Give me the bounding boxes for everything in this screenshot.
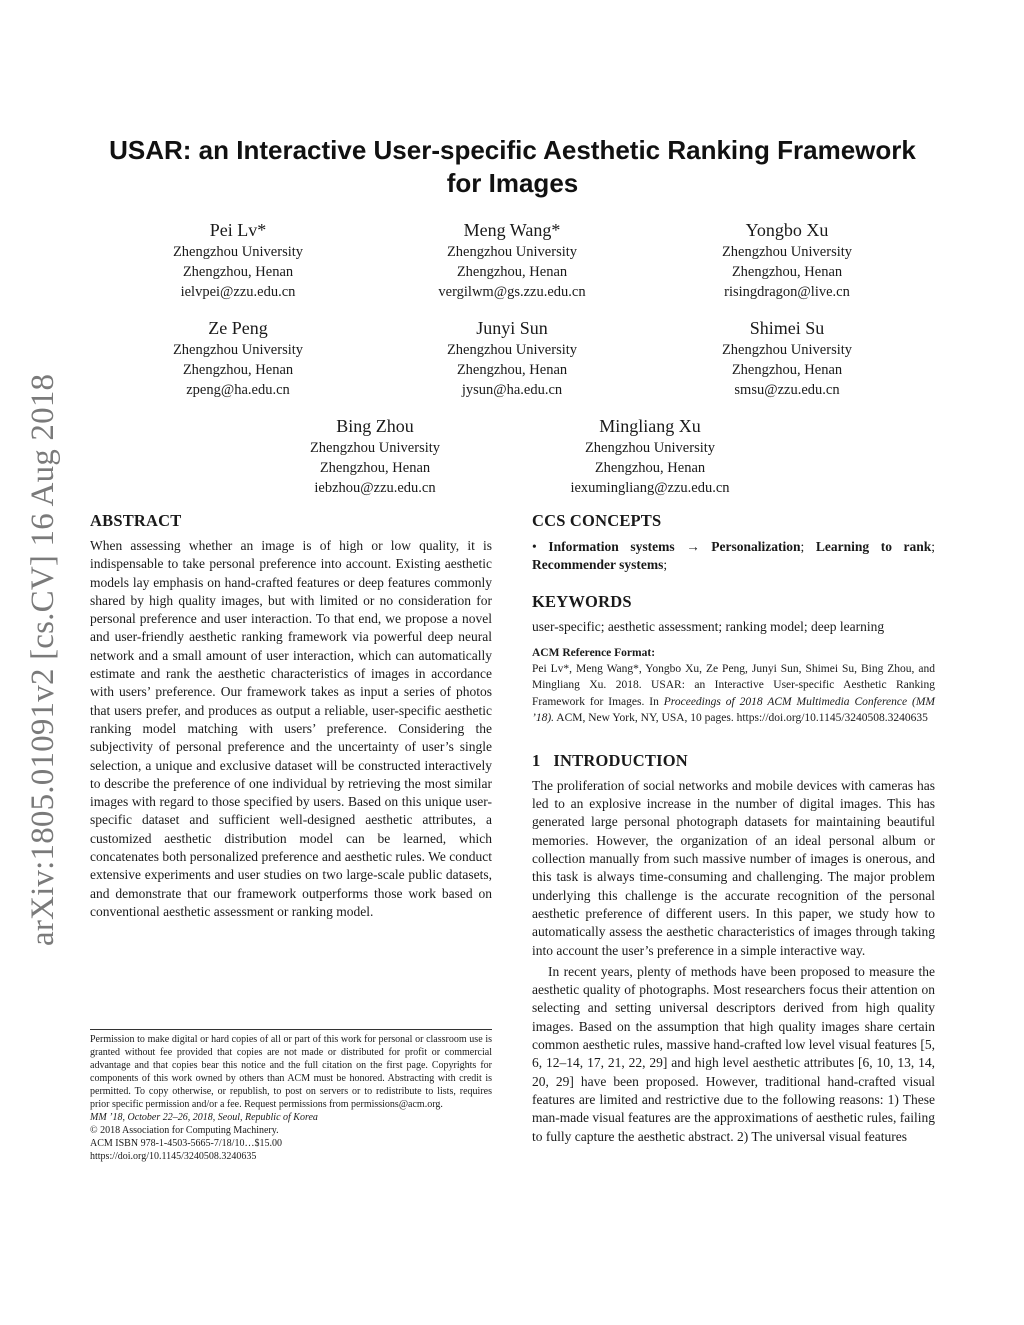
- arxiv-stamp: arXiv:1805.01091v2 [cs.CV] 16 Aug 2018: [25, 373, 61, 946]
- reference-text-end: ACM, New York, NY, USA, 10 pages. https://doi.org/10.1145/3240508.3240635: [554, 712, 928, 725]
- conference-info: MM ’18, October 22–26, 2018, Seoul, Republic of Korea: [90, 1112, 318, 1123]
- copyright-line: © 2018 Association for Computing Machinery.: [90, 1125, 279, 1136]
- keywords-heading: KEYWORDS: [532, 591, 632, 611]
- author-name: Meng Wang*: [463, 220, 561, 240]
- author-location: Zhengzhou, Henan: [731, 362, 843, 378]
- author-location: Zhengzhou, Henan: [731, 264, 843, 280]
- reference-text: [532, 661, 935, 727]
- author-affiliation: Zhengzhou University: [446, 342, 578, 358]
- author-email: zpeng@ha.edu.cn: [186, 382, 290, 398]
- author-name: Bing Zhou: [336, 416, 414, 436]
- ccs-separator: ;: [663, 557, 668, 573]
- left-column: [90, 510, 492, 921]
- author-name: Ze Peng: [208, 318, 268, 338]
- author-name: Shimei Su: [749, 318, 825, 338]
- reference-heading: ACM Reference Format:: [532, 646, 656, 659]
- ccs-separator: ;: [800, 539, 805, 554]
- author-block: [667, 219, 907, 302]
- intro-paragraph: In recent years, plenty of methods have been proposed to measure the aesthetic quality of photographs. Most researchers focus their attention on selecting and setting universal descriptors derived from high quality images. Based on the assumption that high quality images share certain common aesthetic rules, massive hand-crafted low level visual features [5, 6, 12–14, 17, 21, 22, 29] and high level aesthetic attributes [6, 10, 13, 14, 20, 29] have been proposed. However, traditional hand-crafted visual features are limited and restrictive due to the following reasons: 1) These man-made visual features are the approximations of aesthetic rules, failing to fully capture the aesthetic abstract. 2) The universal visual features: [532, 963, 935, 1144]
- isbn-line: ACM ISBN 978-1-4503-5665-7/18/10…$15.00: [90, 1138, 282, 1149]
- author-name: Mingliang Xu: [599, 416, 701, 436]
- doi-line: https://doi.org/10.1145/3240508.3240635: [90, 1151, 257, 1162]
- abstract-heading: ABSTRACT: [90, 511, 182, 530]
- author-affiliation: Zhengzhou University: [721, 244, 853, 260]
- author-location: Zhengzhou, Henan: [182, 362, 294, 378]
- author-email: smsu@zzu.edu.cn: [734, 382, 840, 398]
- author-affiliation: Zhengzhou University: [584, 440, 716, 456]
- arrow-icon: →: [686, 539, 700, 554]
- author-email: ielvpei@zzu.edu.cn: [180, 284, 296, 300]
- author-block: [118, 317, 358, 400]
- author-block: [392, 219, 632, 302]
- author-location: Zhengzhou, Henan: [456, 362, 568, 378]
- permission-notice: Permission to make digital or hard copies of all or part of this work for personal or classroom use is granted without fee provided that copies are not made or distributed for profit or commercial advantage and that copies bear this notice and the full citation on the first page. Copyrights for components of this work owned by others than ACM must be honored. Abstracting with credit is permitted. To copy otherwise, or republish, to post on servers or to redistribute to lists, requires prior specific permission and/or a fee. Request permissions from permissions@acm.org.: [90, 1034, 492, 1110]
- intro-paragraph: The proliferation of social networks and mobile devices with cameras has led to an explosive increase in the number of digital images. This has generated large personal photograph datasets for maintaining beautiful memories. However, the organization of an ideal personal album or collection manually from such massive number of images is onerous, and this task is always time-consuming and challenging. The major problem underlying this challenge is the accurate recognition of the personal aesthetic preference of different users. In this paper, we study how to automatically assess the aesthetic characteristics of images through taking into account the user’s preference in a simple interactive way.: [532, 777, 935, 958]
- author-name: Pei Lv*: [209, 220, 267, 240]
- reference-text-start: Pei Lv*, Meng Wang*, Yongbo Xu, Ze Peng, Junyi Sun, Shimei Su, Bing Zhou, and Mingliang Xu. 2018. USAR: an Interactive User-specific Aesthetic Ranking Framework for Images. In: [532, 662, 935, 708]
- ccs-term: Personalization: [711, 539, 801, 554]
- paper-title: USAR: an Interactive User-specific Aesthetic Ranking Framework for Images: [109, 135, 916, 198]
- author-name: Yongbo Xu: [745, 220, 829, 240]
- author-email: jysun@ha.edu.cn: [461, 382, 563, 398]
- reference-venue: Proceedings of 2018 ACM Multimedia Conference (MM ’18).: [532, 695, 935, 725]
- author-email: vergilwm@gs.zzu.edu.cn: [438, 284, 586, 300]
- author-location: Zhengzhou, Henan: [456, 264, 568, 280]
- ccs-term: Recommender systems: [532, 557, 664, 573]
- author-block: [530, 415, 770, 498]
- abstract-text: When assessing whether an image is of high or low quality, it is indispensable to take personal preference into account. Existing aesthetic models lay emphasis on hand-crafted features or deep features commonly shared by high quality images, but with limited or no consideration for personal preference and user interaction. To that end, we propose a novel and user-friendly aesthetic ranking framework via powerful deep neural network and a small amount of user interaction, which can automatically estimate and rank the aesthetic characteristics of images in accordance with users’ preference. Our framework takes as input a series of photos that users prefer, and produces as output a reliable, user-specific aesthetic ranking model matching with users’ preference. Considering the subjectivity of personal preference and the uncertainty of user’s single selection, a unique and exclusive dataset will be constructed interactively to describe the preference of one individual by retrieving the most similar images with regard to those specified by users. Based on this unique user-specific dataset and sufficient well-designed aesthetic attributes, a customized aesthetic distribution model can be learned, which concatenates both personalized preference and aesthetic rules. We conduct extensive experiments and user studies on two large-scale public datasets, and demonstrate that our framework outperforms those work based on conventional aesthetic assessment or ranking model.: [90, 538, 492, 919]
- author-location: Zhengzhou, Henan: [319, 460, 431, 476]
- ccs-term: Information systems: [548, 539, 675, 554]
- introduction-heading: 1 INTRODUCTION: [532, 750, 688, 770]
- author-affiliation: Zhengzhou University: [172, 244, 304, 260]
- author-location: Zhengzhou, Henan: [182, 264, 294, 280]
- author-affiliation: Zhengzhou University: [446, 244, 578, 260]
- author-affiliation: Zhengzhou University: [172, 342, 304, 358]
- copyright-footnote: [90, 1029, 492, 1163]
- author-location: Zhengzhou, Henan: [594, 460, 706, 476]
- author-block: [255, 415, 495, 498]
- author-block: [667, 317, 907, 400]
- author-name: Junyi Sun: [476, 318, 548, 338]
- author-block: [392, 317, 632, 400]
- ccs-bullet: •: [532, 539, 537, 554]
- ccs-term: Learning to rank: [815, 539, 932, 554]
- right-column: [532, 510, 935, 1146]
- author-affiliation: Zhengzhou University: [721, 342, 853, 358]
- author-email: iebzhou@zzu.edu.cn: [314, 480, 436, 496]
- author-email: risingdragon@live.cn: [724, 284, 850, 300]
- ccs-separator: ;: [931, 539, 936, 554]
- author-email: iexumingliang@zzu.edu.cn: [570, 480, 730, 496]
- ccs-concepts: [532, 538, 935, 575]
- author-block: [118, 219, 358, 302]
- keywords-text: user-specific; aesthetic assessment; ranking model; deep learning: [532, 618, 885, 634]
- author-affiliation: Zhengzhou University: [309, 440, 441, 456]
- ccs-heading: CCS CONCEPTS: [532, 511, 662, 530]
